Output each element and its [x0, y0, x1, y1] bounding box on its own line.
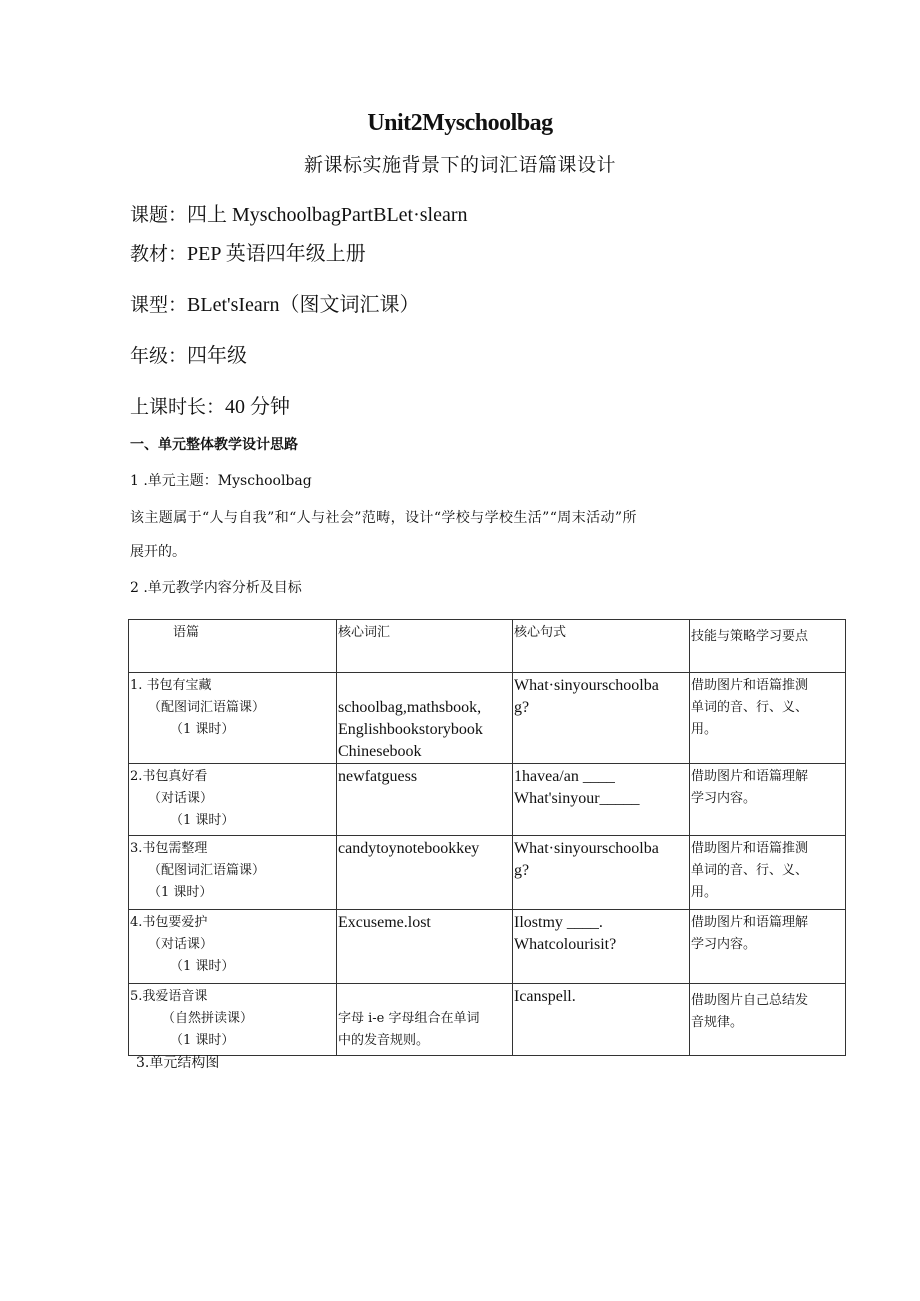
vocab-line: candytoynotebookkey — [338, 840, 480, 857]
vocab-line: newfatguess — [338, 768, 418, 785]
lesson-cell — [129, 764, 337, 836]
lesson-type: （配图词汇语篇课） — [148, 700, 266, 715]
sentence-cell — [513, 673, 690, 764]
lesson-title: 3.书包需整理 — [130, 841, 208, 856]
unit-theme: 1 .单元主题：Myschoolbag — [130, 473, 312, 489]
sentence-cell — [513, 764, 690, 836]
sentence-line: Icanspell. — [514, 988, 576, 1005]
lesson-title: 1. 书包有宝藏 — [130, 678, 212, 693]
vocab-line: Englishbookstorybook — [338, 721, 483, 738]
meta-label: 课题： — [130, 204, 188, 226]
skills-line: 学习内容。 — [691, 791, 757, 806]
header-cell: 技能与策略学习要点 — [690, 620, 846, 673]
skills-line: 单词的音、行、义、 — [691, 863, 809, 878]
vocab-cell — [337, 673, 513, 764]
sentence-line: What·sinyourschoolba — [514, 840, 659, 857]
sentence-line: g? — [514, 862, 530, 879]
table-row — [129, 984, 846, 1056]
skills-line: 学习内容。 — [691, 937, 757, 952]
skills-cell — [690, 910, 846, 984]
lesson-title: 5.我爱语音课 — [130, 989, 208, 1004]
meta-lesson-type — [130, 288, 419, 317]
lesson-hours: （1 课时） — [170, 1033, 235, 1048]
theme-paragraph-line1: 该主题属于“人与自我”和“人与社会”范畴，设计“学校与学校生活”“周末活动”所 — [130, 510, 637, 526]
skills-line: 借助图片和语篇推测 — [691, 678, 809, 693]
table-row — [129, 764, 846, 836]
section-heading: 一、单元整体教学设计思路 — [130, 437, 298, 453]
sentence-line: What'sinyour_____ — [514, 790, 640, 807]
meta-value: 四年级 — [187, 345, 248, 367]
table-row — [129, 673, 846, 764]
meta-value: 四上 MyschoolbagPartBLet·slearn — [187, 204, 468, 226]
lesson-cell — [129, 673, 337, 764]
meta-value: PEP 英语四年级上册 — [187, 243, 366, 265]
skills-line: 用。 — [691, 722, 718, 737]
skills-line: 借助图片和语篇推测 — [691, 841, 809, 856]
meta-topic — [130, 198, 468, 227]
meta-value: 40 分钟 — [225, 396, 291, 418]
lesson-hours: （1 课时） — [170, 959, 235, 974]
vocab-cell — [337, 836, 513, 910]
meta-label: 上课时长： — [130, 396, 226, 418]
vocab-line: 中的发音规则。 — [338, 1033, 430, 1048]
lesson-title: 4.书包要爱护 — [130, 915, 208, 930]
sentence-line: 1havea/an ____ — [514, 768, 615, 785]
sentence-line: Ilostmy ____. — [514, 914, 603, 931]
lesson-type: （对话课） — [148, 937, 214, 952]
content-analysis-heading: 2 .单元教学内容分析及目标 — [130, 580, 302, 596]
lesson-type: （自然拼读课） — [162, 1011, 254, 1026]
lesson-cell — [129, 984, 337, 1056]
theme-paragraph-line2: 展开的。 — [130, 544, 186, 560]
meta-textbook — [130, 237, 366, 266]
structure-diagram-heading: 3.单元结构图 — [136, 1055, 220, 1071]
skills-cell — [690, 836, 846, 910]
vocab-line: schoolbag,mathsbook, — [338, 699, 482, 716]
lesson-title: 2.书包真好看 — [130, 769, 208, 784]
lesson-cell — [129, 910, 337, 984]
sentence-line: What·sinyourschoolba — [514, 677, 659, 694]
vocab-line: 字母 i-e 字母组合在单词 — [338, 1011, 480, 1026]
sentence-line: g? — [514, 699, 530, 716]
lesson-hours: （1 课时） — [148, 885, 213, 900]
header-cell: 语篇 — [129, 620, 337, 673]
sentence-line: Whatcolourisit? — [514, 936, 617, 953]
table-row — [129, 910, 846, 984]
header-cell: 核心句式 — [513, 620, 690, 673]
sentence-cell — [513, 984, 690, 1056]
skills-cell — [690, 673, 846, 764]
table-row — [129, 836, 846, 910]
meta-value: BLet'sIearn（图文词汇课） — [187, 294, 420, 316]
skills-line: 用。 — [691, 885, 718, 900]
sentence-cell — [513, 910, 690, 984]
document-subtitle: 新课标实施背景下的词汇语篇课设计 — [303, 154, 616, 176]
lesson-hours: （1 课时） — [170, 722, 235, 737]
meta-label: 年级： — [130, 345, 188, 367]
lesson-type: （对话课） — [148, 791, 214, 806]
meta-label: 教材： — [130, 243, 188, 265]
sentence-cell — [513, 836, 690, 910]
table-header-row — [129, 620, 846, 673]
skills-line: 借助图片和语篇理解 — [691, 769, 809, 784]
document-title: Unit2Myschoolbag — [367, 110, 553, 136]
skills-line: 单词的音、行、义、 — [691, 700, 809, 715]
lesson-cell — [129, 836, 337, 910]
skills-cell — [690, 764, 846, 836]
lesson-hours: （1 课时） — [170, 813, 235, 828]
vocab-cell — [337, 764, 513, 836]
lesson-type: （配图词汇语篇课） — [148, 863, 266, 878]
vocab-line: Chinesebook — [338, 743, 422, 760]
skills-line: 借助图片和语篇理解 — [691, 915, 809, 930]
vocab-line: Excuseme.lost — [338, 914, 431, 931]
header-cell: 核心词汇 — [337, 620, 513, 673]
skills-line: 借助图片自己总结发 — [691, 993, 809, 1008]
vocab-cell — [337, 984, 513, 1056]
unit-content-table — [128, 619, 846, 1056]
skills-cell — [690, 984, 846, 1056]
meta-label: 课型： — [130, 294, 188, 316]
skills-line: 音规律。 — [691, 1015, 744, 1030]
meta-duration — [130, 390, 290, 419]
vocab-cell — [337, 910, 513, 984]
meta-grade — [130, 339, 247, 368]
